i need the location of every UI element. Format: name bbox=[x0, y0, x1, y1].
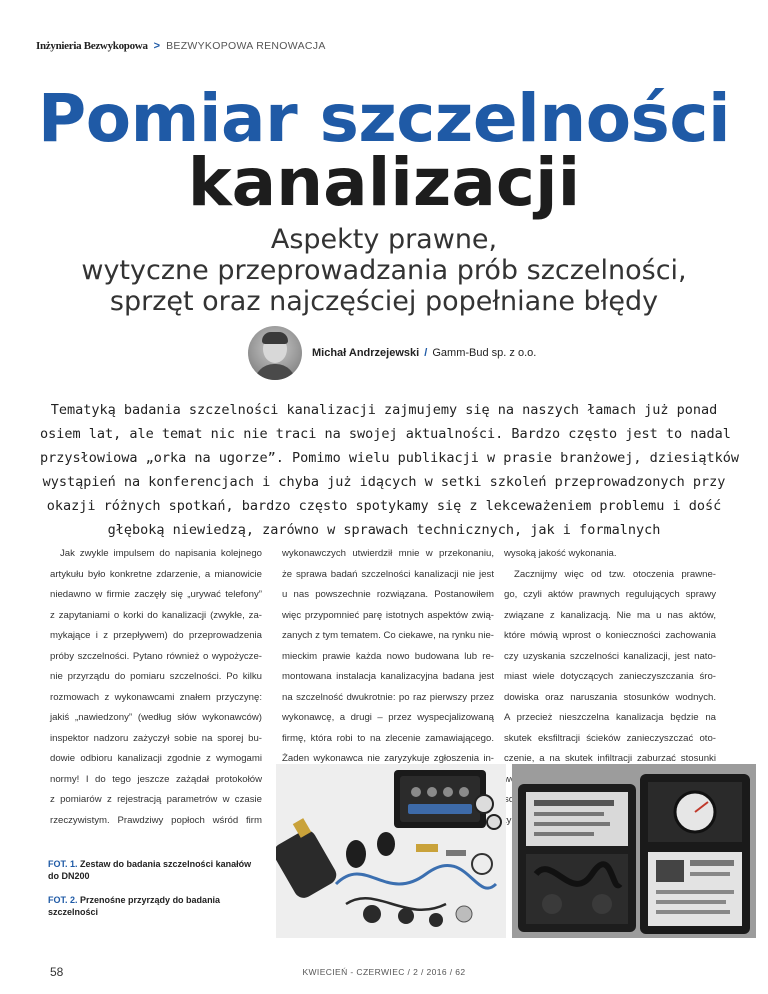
issue-info: KWIECIEŃ - CZERWIEC / 2 / 2016 / 62 bbox=[302, 967, 466, 977]
body-line: dowie odbioru kanalizacji zgodnie z wymogami bbox=[50, 753, 262, 764]
caption-label: FOT. 1. bbox=[48, 859, 78, 869]
magazine-brand[interactable]: Inżynieria Bezwykopowa bbox=[36, 40, 148, 52]
body-line: rzeczywistym. Prawdziwy popłoch wśród firm bbox=[50, 814, 262, 826]
body-line: Zacznijmy więc od tzw. otoczenia prawne- bbox=[514, 568, 716, 580]
body-line: Żaden wykonawca nie zaryzykuje zgłoszenia in- bbox=[282, 753, 494, 764]
caption-text: Zestaw do badania szczelności kanałów do DN200 bbox=[48, 859, 252, 881]
page-number: 58 bbox=[50, 965, 64, 979]
subtitle-line: sprzęt oraz najczęściej popełniane błędy bbox=[109, 286, 659, 317]
body-line: Jak zwykle impulsem do napisania kolejnego bbox=[60, 548, 262, 559]
chevron-right-icon: > bbox=[153, 40, 161, 52]
body-line: nie przyrządu do pomiaru szczelności. Po kilku bbox=[50, 671, 262, 682]
body-line: że sprawa badań szczelności kanalizacji nie jest bbox=[282, 568, 494, 580]
body-line: artykułu było konkretne zdarzenie, a mianowicie bbox=[50, 568, 262, 580]
figure-photos bbox=[276, 764, 756, 938]
author-separator: / bbox=[424, 347, 428, 359]
caption-text: Przenośne przyrządy do badania szczelności bbox=[48, 895, 221, 917]
body-line: mykające i z przepływem) do przeprowadzenia bbox=[50, 630, 262, 641]
body-line: wykonawczych utwierdził mnie w przekonaniu, bbox=[282, 548, 494, 559]
article-subtitle bbox=[0, 224, 768, 317]
photo-portable-devices bbox=[512, 764, 756, 938]
body-line: z pomiarów z rejestracją parametrów w czasie bbox=[50, 794, 262, 805]
author-name: Michał Andrzejewski bbox=[312, 347, 420, 359]
body-line: próby szczelności. Pytano również o wypożycze- bbox=[50, 650, 262, 662]
body-line: A przecież nieszczelna kanalizacja będzie na bbox=[504, 712, 716, 723]
lead-line: głęboką niewiedzą, zarówno w sprawach technicznych, jak i formalnych bbox=[107, 522, 661, 538]
body-line: inspektor nadzoru zażyczył sobie na sporej bu- bbox=[50, 732, 262, 744]
body-line: wysoką jakość wykonania. bbox=[504, 548, 617, 559]
body-line: na szczelność dwukrotnie: po raz pierwszy przez bbox=[282, 691, 494, 703]
body-line: wykonawcę, a drugi – przez wyspecjalizowaną bbox=[282, 712, 494, 723]
subtitle-line: wytyczne przeprowadzania prób szczelności, bbox=[81, 255, 687, 286]
lead-line: Tematyką badania szczelności kanalizacji zajmujemy się na naszych łamach już ponad bbox=[50, 402, 718, 418]
breadcrumb bbox=[36, 40, 326, 52]
figure-caption-1 bbox=[48, 858, 262, 882]
article-title-line-2: kanalizacji bbox=[187, 144, 581, 221]
lead-line: okazji różnych spotkań, bardzo często spotykamy się z lekceważeniem problemu i dość bbox=[46, 498, 722, 514]
body-line: go, czyli aktów prawnych regulujących sprawy bbox=[504, 589, 716, 600]
caption-label: FOT. 2. bbox=[48, 895, 78, 905]
article-lead bbox=[40, 398, 739, 542]
body-line: skutek eksfiltracji ścieków zanieczyszczać oto- bbox=[504, 732, 716, 744]
body-line: z zapytaniami o korki do kanalizacji (zwykłe, za- bbox=[50, 609, 262, 621]
body-line: czy uzyskania szczelności kanalizacji, jest nato- bbox=[504, 650, 716, 662]
lead-line: wystąpień na konferencjach i chyba już idących w setki szkoleń przeprowadzonych przy bbox=[42, 474, 726, 490]
author-avatar bbox=[248, 326, 302, 380]
body-line: rozmowach z wykonawcami znałem przyczynę: bbox=[50, 691, 262, 703]
subtitle-line: Aspekty prawne, bbox=[270, 224, 498, 255]
body-line: dowiska oraz naruszania stosunków wodnych. bbox=[504, 691, 716, 703]
lead-line: przysłowiowa „orka na ugorze”. Pomimo wielu publikacji w prasie branżowej, dziesiątków bbox=[40, 450, 739, 466]
body-line: firmę, która robi to na zlecenie zamawiającego. bbox=[282, 732, 494, 744]
body-line: czenie, a na skutek infiltracji zaburzać stosunki bbox=[504, 753, 716, 764]
body-line: jakiś „nawiedzony” (według słów wykonawców) bbox=[50, 712, 262, 723]
body-line: więc przypomnieć parę istotnych aspektów zwią- bbox=[282, 609, 494, 621]
figure-caption-2 bbox=[48, 894, 262, 918]
body-line: ty bbox=[504, 814, 512, 826]
lead-line: osiem lat, ale temat nic nie traci na swojej aktualności. Bardzo często jest to nadal bbox=[40, 426, 731, 442]
body-column-1 bbox=[50, 544, 262, 831]
section-name[interactable]: BEZWYKOPOWA RENOWACJA bbox=[166, 40, 326, 52]
body-line: które mówią wprost o konieczności zachowania bbox=[504, 630, 716, 641]
body-line: montowana instalacja kanalizacyjna badana jest bbox=[282, 671, 494, 682]
body-line: miast wiele dotyczących zanieczyszczania śro- bbox=[504, 671, 716, 682]
author-company: Gamm-Bud sp. z o.o. bbox=[432, 347, 537, 359]
body-line: niedawno w firmie zaczęły się „urywać telefony” bbox=[50, 589, 262, 600]
body-line: zanych z tym tematem. Co ciekawe, na rynku nie- bbox=[282, 630, 494, 641]
article-title-line-1: Pomiar szczelności bbox=[37, 80, 731, 157]
author-byline bbox=[248, 326, 536, 380]
body-line: mieckim prawie każda nowo budowana lub re- bbox=[282, 650, 494, 662]
body-line: normy! I do tego jeszcze zażądał protokołów bbox=[50, 773, 262, 785]
photo-test-kit bbox=[276, 764, 506, 938]
author-info bbox=[312, 347, 536, 359]
body-line: u nas powszechnie rozwiązana. Postanowiłem bbox=[282, 589, 494, 600]
body-line: związane z kanalizacją. Nie ma u nas aktów, bbox=[504, 609, 716, 621]
